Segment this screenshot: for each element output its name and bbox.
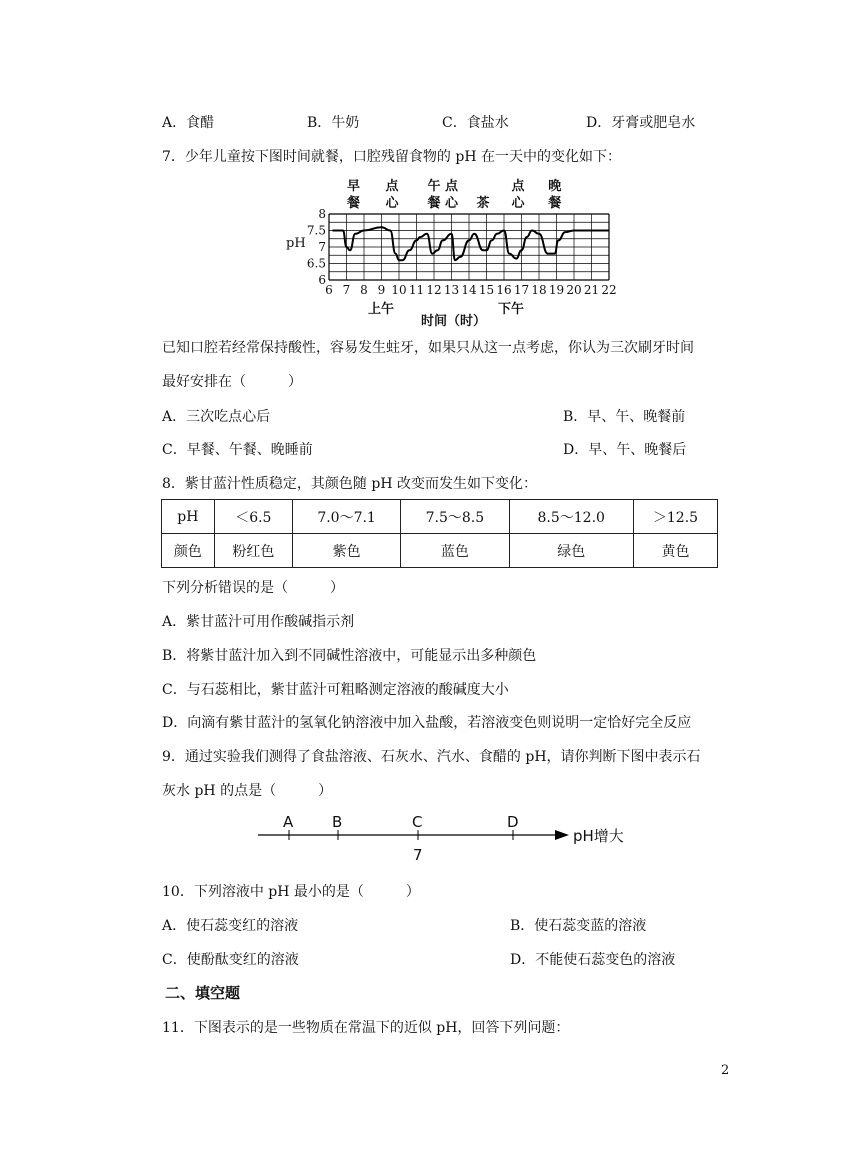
x-tick-label: 18 <box>531 283 547 297</box>
arrow-head-icon <box>555 830 569 840</box>
section-heading: 二、填空题 <box>165 984 241 1002</box>
q9-stem-line1: 9．通过实验我们测得了食盐溶液、石灰水、汽水、食醋的 pH，请你判断下图中表示石 <box>162 749 701 765</box>
meal-label: 餐 <box>346 196 361 211</box>
x-tick-label: 20 <box>566 283 582 297</box>
arrow-label: pH增大 <box>573 827 624 845</box>
point-label-d: D <box>507 813 519 831</box>
table-cell: 7.5～8.5 <box>401 500 509 534</box>
meal-label: 早 <box>346 179 361 194</box>
x-tick-label: 12 <box>426 283 442 297</box>
table-cell: 7.0～7.1 <box>292 500 400 534</box>
y-tick-labels <box>307 207 326 287</box>
q6-option-c: C．食盐水 <box>442 115 509 131</box>
ph-number-line <box>255 812 655 866</box>
x-tick-label: 6 <box>325 283 333 297</box>
ph-line-chart <box>282 176 627 328</box>
meal-label: 茶 <box>476 196 490 211</box>
table-cell: ＞12.5 <box>633 500 717 534</box>
table-row-color <box>162 534 718 568</box>
table-cell: 绿色 <box>509 534 633 568</box>
meal-label: 心 <box>444 196 459 211</box>
y-tick-label: 6 <box>318 273 326 287</box>
x-tick-label: 21 <box>583 283 600 297</box>
meal-label: 点 <box>444 179 459 194</box>
q10-option-c: C．使酚酞变红的溶液 <box>162 952 299 968</box>
table-cell: ＜6.5 <box>214 500 292 534</box>
q7-option-c: C．早餐、午餐、晚睡前 <box>162 442 313 458</box>
meal-label: 午 <box>427 179 441 194</box>
q10-option-b: B．使石蕊变蓝的溶液 <box>510 918 647 934</box>
meal-label: 心 <box>511 196 525 211</box>
meal-label: 心 <box>385 196 399 211</box>
x-tick-label: 14 <box>461 283 477 297</box>
meal-label: 餐 <box>427 196 441 211</box>
cabbage-ph-table <box>161 499 718 568</box>
x-tick-label: 7 <box>342 283 351 297</box>
q7-paragraph-line2: 最好安排在（ ） <box>162 374 302 390</box>
x-tick-label: 13 <box>443 283 460 297</box>
table-cell: 黄色 <box>633 534 717 568</box>
q8-option-b: B．将紫甘蓝汁加入到不同碱性溶液中，可能显示出多种颜色 <box>162 648 537 664</box>
x-tick-labels <box>325 283 616 297</box>
meal-label: 餐 <box>548 196 562 211</box>
x-tick-label: 16 <box>496 283 512 297</box>
x-tick-label: 9 <box>377 283 386 297</box>
q7-option-b: B．早、午、晚餐前 <box>563 409 686 425</box>
meal-label: 点 <box>511 179 525 194</box>
q10-option-a: A．使石蕊变红的溶液 <box>162 918 299 934</box>
point-label-b: B <box>332 813 343 831</box>
x-tick-label: 22 <box>601 283 617 297</box>
point-label-a: A <box>283 813 294 831</box>
q11-stem: 11．下图表示的是一些物质在常温下的近似 pH，回答下列问题： <box>162 1020 570 1036</box>
q10-option-d: D．不能使石蕊变色的溶液 <box>510 952 676 968</box>
x-tick-label: 15 <box>478 283 495 297</box>
x-tick-label: 11 <box>408 283 425 297</box>
q8-option-a: A．紫甘蓝汁可用作酸碱指示剂 <box>162 614 355 630</box>
q7-paragraph-line1: 已知口腔若经常保持酸性，容易发生蛀牙，如果只从这一点考虑，你认为三次刷牙时间 <box>162 340 694 356</box>
q7-option-a: A．三次吃点心后 <box>162 409 271 425</box>
q10-stem: 10．下列溶液中 pH 最小的是（ ） <box>162 884 420 900</box>
table-cell: 8.5～12.0 <box>509 500 633 534</box>
q6-option-d: D．牙膏或肥皂水 <box>586 115 696 131</box>
point-label-c: C <box>412 813 423 831</box>
page-number: 2 <box>721 1063 730 1078</box>
q6-option-b: B．牛奶 <box>307 115 360 131</box>
y-tick-label: 8 <box>318 207 326 221</box>
chart-grid <box>329 214 609 280</box>
y-tick-label: 6.5 <box>306 256 326 271</box>
y-tick-label: 7 <box>318 240 326 254</box>
q8-option-c: C．与石蕊相比，紫甘蓝汁可粗略测定溶液的酸碱度大小 <box>162 682 509 698</box>
meal-labels <box>346 178 561 211</box>
table-row-ph <box>162 500 718 534</box>
y-axis-label: pH <box>286 236 306 251</box>
table-cell: 颜色 <box>162 534 215 568</box>
table-cell: 蓝色 <box>401 534 509 568</box>
meal-label: 点 <box>385 179 399 194</box>
q6-option-a: A．食醋 <box>162 115 215 131</box>
q8-stem: 8．紫甘蓝汁性质稳定，其颜色随 pH 改变而发生如下变化： <box>162 476 537 492</box>
q9-stem-line2: 灰水 pH 的点是（ ） <box>162 783 333 799</box>
x-axis-label: 时间（时） <box>421 314 487 328</box>
x-group-label-am: 上午 <box>368 302 395 317</box>
q7-stem: 7．少年儿童按下图时间就餐，口腔残留食物的 pH 在一天中的变化如下： <box>162 149 621 165</box>
table-cell: pH <box>162 500 215 534</box>
x-tick-label: 8 <box>360 283 368 297</box>
table-cell: 粉红色 <box>214 534 292 568</box>
y-tick-label: 7.5 <box>306 223 326 238</box>
q7-option-d: D．早、午、晚餐后 <box>563 442 687 458</box>
x-tick-label: 10 <box>391 283 407 297</box>
meal-label: 晚 <box>548 179 562 194</box>
q8-option-d: D．向滴有紫甘蓝汁的氢氧化钠溶液中加入盐酸，若溶液变色则说明一定恰好完全反应 <box>162 715 692 731</box>
c-value-label: 7 <box>413 846 423 864</box>
q8-question: 下列分析错误的是（ ） <box>162 580 344 596</box>
x-tick-label: 19 <box>548 283 565 297</box>
x-tick-label: 17 <box>513 283 530 297</box>
table-cell: 紫色 <box>292 534 400 568</box>
x-group-label-pm: 下午 <box>498 302 525 317</box>
